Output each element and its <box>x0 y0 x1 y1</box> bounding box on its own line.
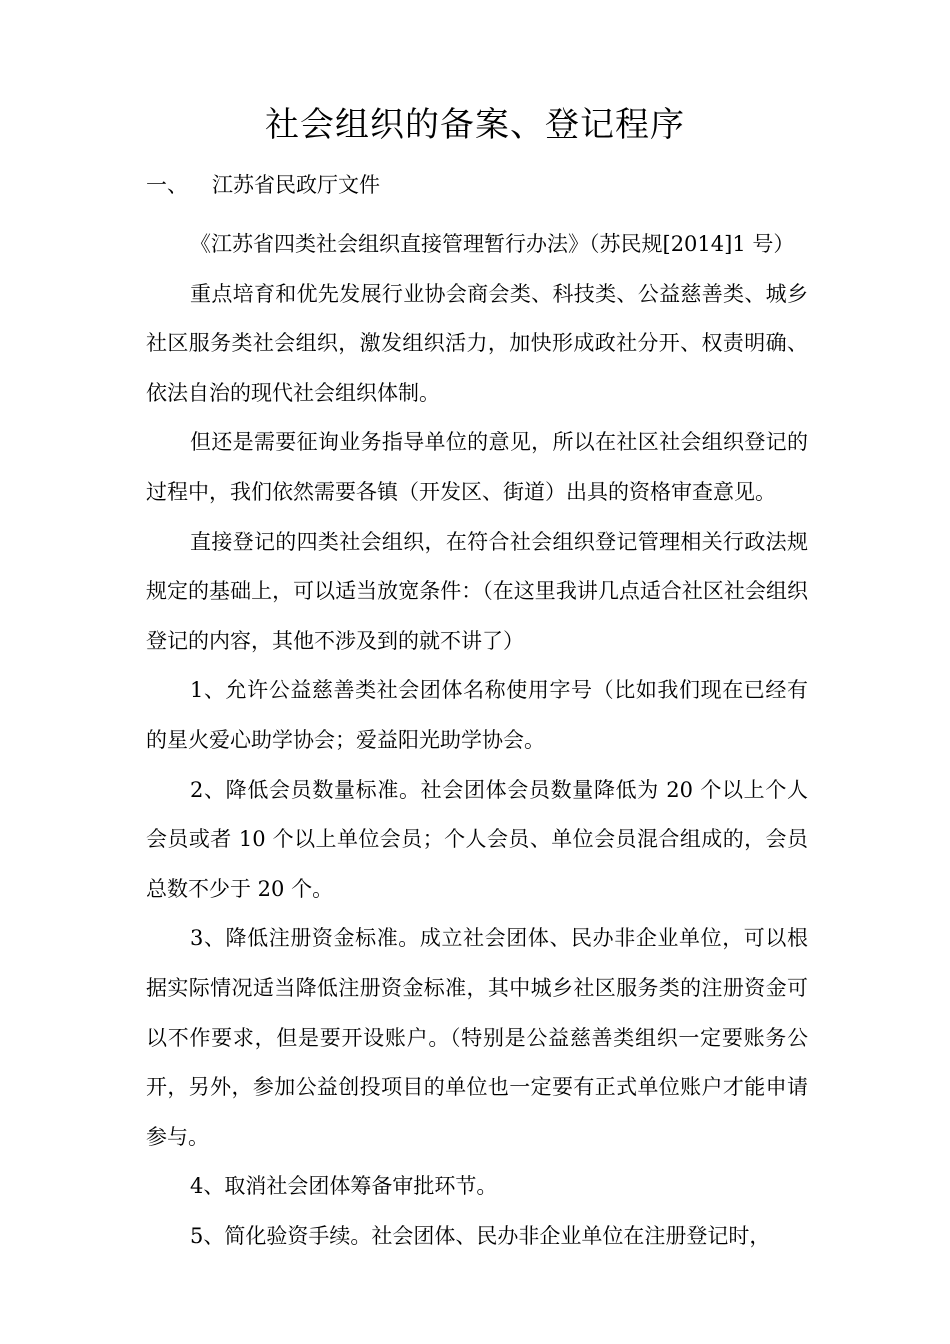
section-number: 一、 <box>146 173 188 197</box>
list-item: 1、允许公益慈善类社会团体名称使用字号（比如我们现在已经有的星火爱心助学协会；爱益阳光助学协会。 <box>146 678 808 752</box>
paragraph: 但还是需要征询业务指导单位的意见，所以在社区社会组织登记的过程中，我们依然需要各镇（开发区、街道）出具的资格审查意见。 <box>146 430 808 504</box>
section-heading <box>146 170 380 200</box>
paragraph: 直接登记的四类社会组织，在符合社会组织登记管理相关行政法规规定的基础上，可以适当放宽条件：（在这里我讲几点适合社区社会组织登记的内容，其他不涉及到的就不讲了） <box>146 529 808 653</box>
document-title: 社会组织的备案、登记程序 <box>265 105 685 145</box>
list-item: 5、简化验资手续。社会团体、民办非企业单位在注册登记时， <box>190 1223 771 1248</box>
paragraph: 重点培育和优先发展行业协会商会类、科技类、公益慈善类、城乡社区服务类社会组织，激发组织活力，加快形成政社分开、权责明确、依法自治的现代社会组织体制。 <box>146 281 808 405</box>
document-body <box>146 220 808 1261</box>
list-item: 3、降低注册资金标准。成立社会团体、民办非企业单位，可以根据实际情况适当降低注册资金标准，其中城乡社区服务类的注册资金可以不作要求，但是要开设账户。（特别是公益慈善类组织一定要账务公开，另外，参加公益创投项目的单位也一定要有正式单位账户才能申请参与。 <box>146 926 808 1149</box>
list-item: 2、降低会员数量标准。社会团体会员数量降低为 20 个以上个人会员或者 10 个以上单位会员；个人会员、单位会员混合组成的，会员总数不少于 20 个。 <box>146 777 808 901</box>
list-item: 4、取消社会团体筹备审批环节。 <box>190 1174 498 1199</box>
regulation-citation: 《江苏省四类社会组织直接管理暂行办法》（苏民规[2014]1 号） <box>190 232 795 256</box>
section-heading-text: 江苏省民政厅文件 <box>212 173 380 197</box>
